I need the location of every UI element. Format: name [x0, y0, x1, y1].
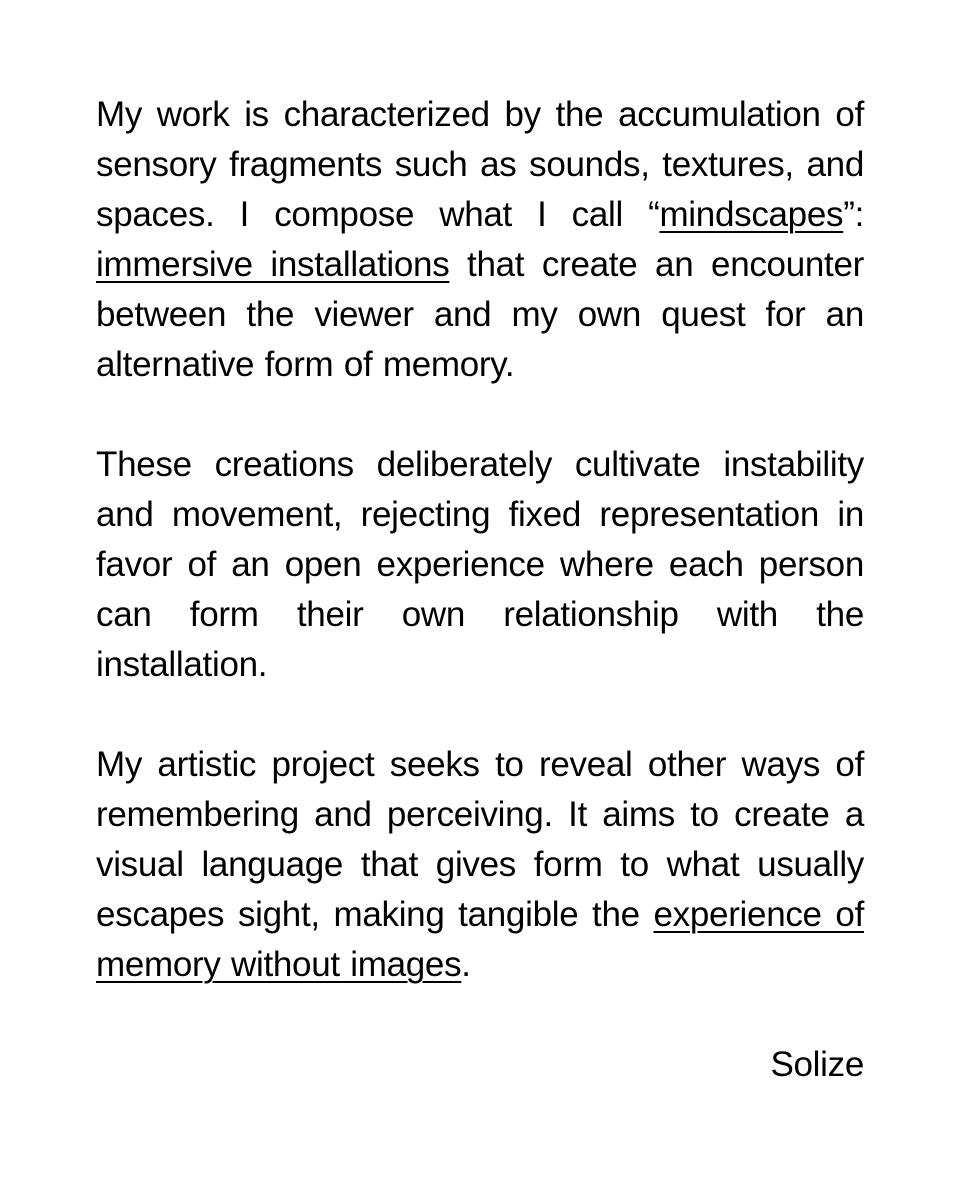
paragraph-2-text: These creations deliberately cultivate instability and movement, rejecting fixed representation in favor of an open experience where each person can form their own relationship with the installation. — [96, 445, 864, 684]
paragraph-1-text-a: My work is characterized by the accumulation of sensory fragments such as sounds, textures, and spaces. I compose what I call “ — [96, 95, 864, 234]
paragraph-3-end: . — [461, 945, 471, 984]
mindscapes-link[interactable]: mindscapes — [659, 195, 844, 234]
signature: Solize — [770, 1045, 864, 1084]
paragraph-1-text-b: ”: — [843, 195, 864, 234]
paragraph-3-text: My artistic project seeks to reveal other ways of remembering and perceiving. It aims to create a visual language that gives form to what usually escapes sight, making tangible the — [96, 745, 864, 934]
paragraph-1-text-c: that create an encounter between the viewer and my own quest for an alternative form of memory. — [96, 245, 864, 384]
immersive-installations-link[interactable]: immersive installations — [96, 245, 450, 284]
paragraph-3 — [96, 740, 864, 990]
experience-of-memory-link[interactable]: experience of memory without images — [96, 895, 864, 984]
artist-statement — [96, 90, 864, 1090]
paragraph-2 — [96, 440, 864, 690]
paragraph-1 — [96, 90, 864, 390]
